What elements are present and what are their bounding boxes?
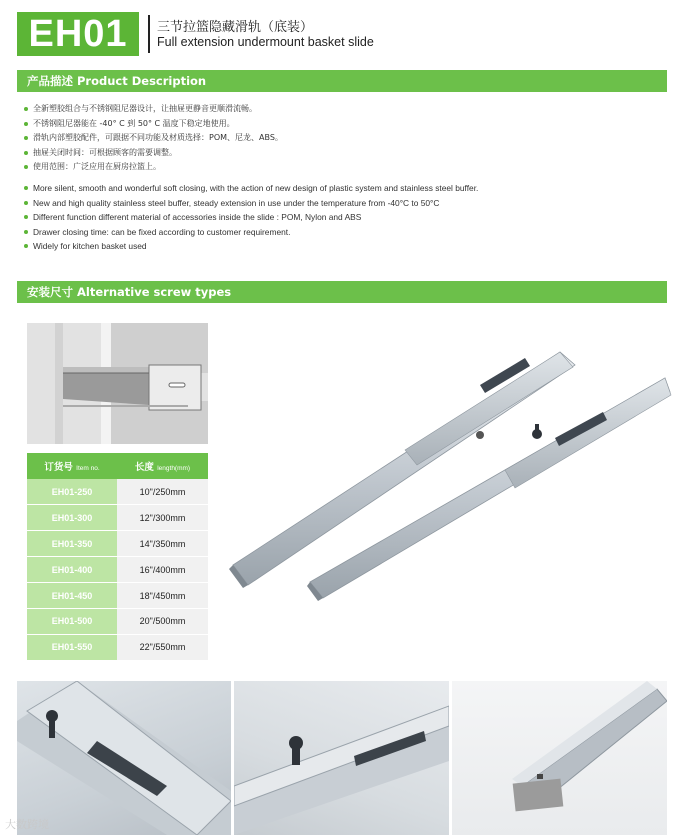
description-section-bar: 产品描述 Product Description (17, 70, 667, 92)
slide-detail-photo-1 (17, 681, 231, 835)
table-row: EH01-550 22"/550mm (27, 634, 208, 660)
description-en-list (24, 181, 664, 254)
description-en-item: Different function different material of accessories inside the slide : POM, Nylon and ABS (24, 210, 664, 225)
cabinet-drawer-illustration (27, 323, 208, 444)
table-header-length: 长度 length(mm) (117, 453, 208, 479)
table-row: EH01-350 14"/350mm (27, 531, 208, 557)
slide-detail-photo-3 (452, 681, 667, 835)
table-row: EH01-300 12"/300mm (27, 505, 208, 531)
description-en-item: Drawer closing time: can be fixed according to customer requirement. (24, 225, 664, 240)
table-row: EH01-250 10"/250mm (27, 479, 208, 505)
header-divider (148, 15, 150, 53)
description-en-item: New and high quality stainless steel buffer, steady extension in use under the temperature from -40°C to 50°C (24, 196, 664, 211)
table-header-item-no: 订货号 Item no. (27, 453, 117, 479)
spec-table (27, 453, 208, 661)
title-cn: 三节拉篮隐藏滑轨（底装） (157, 20, 314, 35)
description-cn-list (24, 102, 664, 175)
title-en: Full extension undermount basket slide (157, 35, 374, 49)
slide-detail-photo-2 (234, 681, 449, 835)
install-section-bar: 安装尺寸 Alternative screw types (17, 281, 667, 303)
table-row: EH01-500 20"/500mm (27, 608, 208, 634)
description-en-item: Widely for kitchen basket used (24, 239, 664, 254)
model-badge: EH01 (17, 12, 139, 56)
header (17, 12, 677, 56)
description-cn-item: 使用范围：广泛应用在厨房拉篮上。 (24, 160, 664, 175)
table-row: EH01-400 16"/400mm (27, 557, 208, 583)
description-cn-item: 滑轨内部塑胶配件，可跟据不同功能及材质选择：POM、尼龙、ABS。 (24, 131, 664, 146)
description-cn-item: 全新塑胶组合与不锈钢阻尼器设计，让抽屉更静音更顺滑流畅。 (24, 102, 664, 117)
description-cn-item: 不锈钢阻尼器能在 -40° C 到 50° C 温度下稳定地使用。 (24, 117, 664, 132)
table-row: EH01-450 18"/450mm (27, 583, 208, 609)
description-en-item: More silent, smooth and wonderful soft closing, with the action of new design of plastic system and stainless steel buffer. (24, 181, 664, 196)
slide-product-image (225, 340, 675, 610)
watermark: 大数跨境 (5, 818, 49, 831)
description-cn-item: 抽屉关闭时间：可根据顾客的需要调整。 (24, 146, 664, 161)
